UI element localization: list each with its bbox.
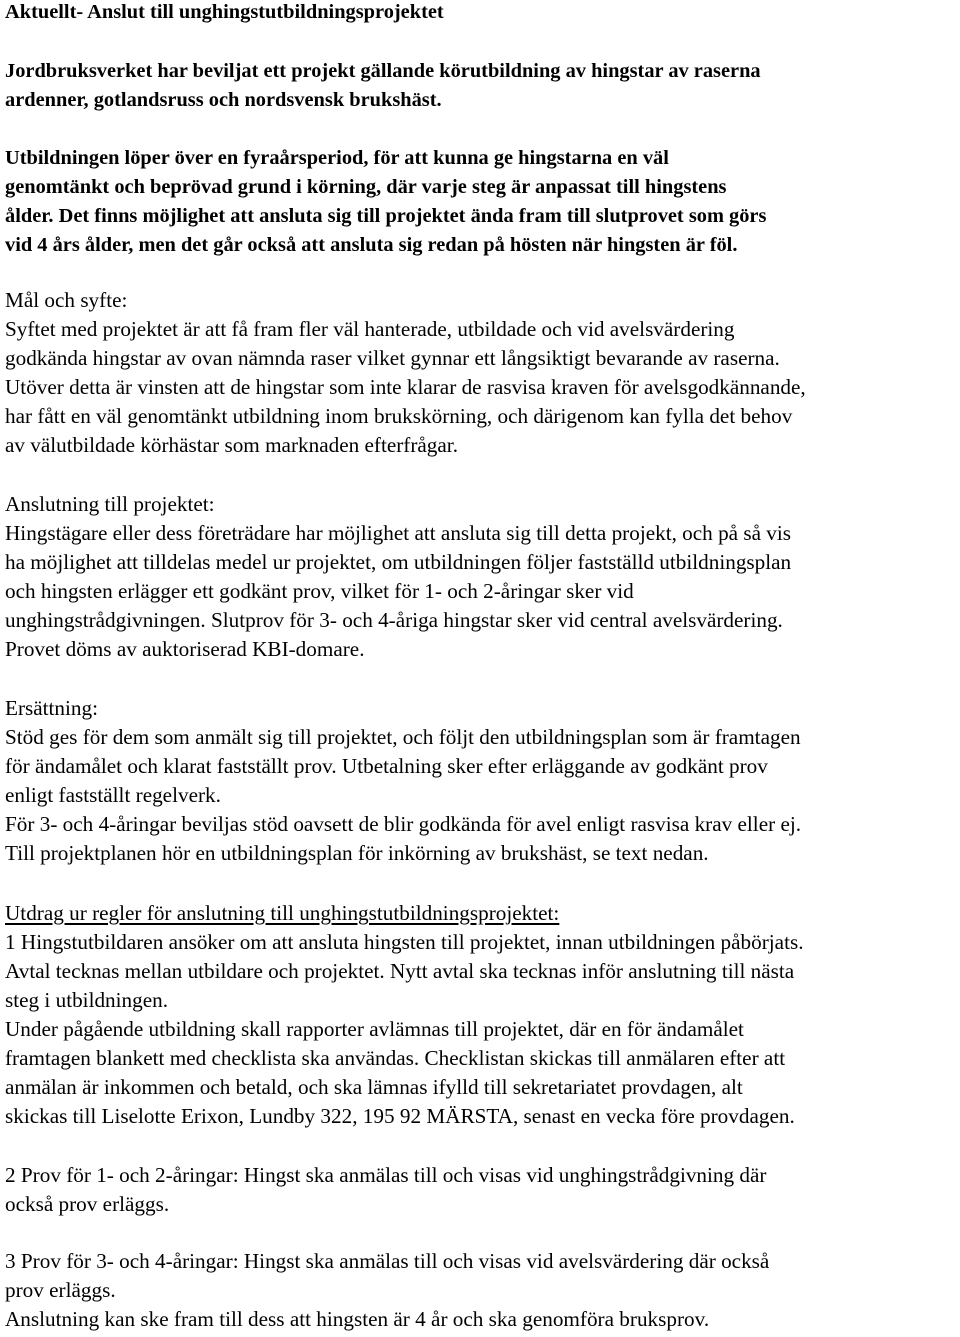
rule-3-line: Anslutning kan ske fram till dess att hingsten är 4 år och ska genomföra bruksprov. [5,1307,710,1331]
rule-1-line: anmälan är inkommen och betald, och ska lämnas ifylld till sekretariatet provdagen, alt [5,1075,743,1099]
goal-section [5,286,957,460]
join-line: Provet döms av auktoriserad KBI-domare. [5,637,365,661]
compensation-line: Stöd ges för dem som anmält sig till projektet, och följt den utbildningsplan som är framtagen [5,725,801,749]
rule-1-line: Avtal tecknas mellan utbildare och projektet. Nytt avtal ska tecknas inför anslutning till nästa [5,959,795,983]
join-line: och hingsten erlägger ett godkänt prov, vilket för 1- och 2-åringar sker vid [5,579,634,603]
join-line: ha möjlighet att tilldelas medel ur projektet, om utbildningen följer fastställd utbildningsplan [5,550,792,574]
course-line: ålder. Det finns möjlighet att ansluta sig till projektet ända fram till slutprovet som görs [5,205,767,227]
compensation-section [5,694,957,868]
course-line: Utbildningen löper över en fyraårsperiod, för att kunna ge hingstarna en väl [5,147,669,169]
join-label: Anslutning till projektet: [5,492,215,516]
intro-line: ardenner, gotlandsruss och nordsvensk brukshäst. [5,89,442,111]
intro-line: Jordbruksverket har beviljat ett projekt gällande körutbildning av hingstar av raserna [5,60,761,82]
goal-line: godkända hingstar av ovan nämnda raser vilket gynnar ett långsiktigt bevarande av raserna. [5,346,780,370]
goal-line: Utöver detta är vinsten att de hingstar som inte klarar de rasvisa kraven för avelsgodkännande, [5,375,806,399]
rule-2 [5,1161,957,1219]
rule-3-line: prov erläggs. [5,1278,116,1302]
rule-2-line: 2 Prov för 1- och 2-åringar: Hingst ska anmälas till och visas vid unghingstrådgivning där [5,1163,767,1187]
rule-1-line: skickas till Liselotte Erixon, Lundby 322, 195 92 MÄRSTA, senast en vecka före provdagen. [5,1104,795,1128]
goal-line: har fått en väl genomtänkt utbildning inom brukskörning, och därigenom kan fylla det behov [5,404,793,428]
join-line: Hingstägare eller dess företrädare har möjlighet att ansluta sig till detta projekt, och på så vis [5,521,792,545]
course-paragraph [5,144,957,260]
rules-title: Utdrag ur regler för anslutning till unghingstutbildningsprojektet: [5,901,560,925]
course-line: genomtänkt och beprövad grund i körning, där varje steg är anpassat till hingstens [5,176,727,198]
compensation-label: Ersättning: [5,696,98,720]
rules-section [5,899,957,1131]
rule-1-line: framtagen blankett med checklista ska användas. Checklistan skickas till anmälaren efter att [5,1046,786,1070]
rule-1-line: steg i utbildningen. [5,988,169,1012]
rule-1-line: 1 Hingstutbildaren ansöker om att ansluta hingsten till projektet, innan utbildningen påbörjats. [5,930,804,954]
course-line: vid 4 års ålder, men det går också att ansluta sig redan på hösten när hingsten är föl. [5,234,738,256]
intro-paragraph [5,57,957,115]
compensation-line: för ändamålet och klarat fastställt prov. Utbetalning sker efter erläggande av godkänt prov [5,754,768,778]
join-line: unghingstrådgivningen. Slutprov för 3- och 4-åriga hingstar sker vid central avelsvärdering. [5,608,783,632]
rule-1-line: Under pågående utbildning skall rapporter avlämnas till projektet, där en för ändamålet [5,1017,744,1041]
goal-line: av välutbildade körhästar som marknaden efterfrågar. [5,433,458,457]
compensation-line: För 3- och 4-åringar beviljas stöd oavsett de blir godkända för avel enligt rasvisa krav eller ej. [5,812,802,836]
goal-line: Syftet med projektet är att få fram fler väl hanterade, utbildade och vid avelsvärdering [5,317,735,341]
join-section [5,490,957,664]
page-title-text: Aktuellt- Anslut till unghingstutbildningsprojektet [5,1,444,23]
rule-3 [5,1247,957,1334]
compensation-line: enligt fastställt regelverk. [5,783,221,807]
goal-label: Mål och syfte: [5,288,128,312]
compensation-line: Till projektplanen hör en utbildningsplan för inkörning av brukshäst, se text nedan. [5,841,709,865]
page-title [5,0,957,27]
rule-3-line: 3 Prov för 3- och 4-åringar: Hingst ska anmälas till och visas vid avelsvärdering där också [5,1249,770,1273]
rule-2-line: också prov erläggs. [5,1192,170,1216]
